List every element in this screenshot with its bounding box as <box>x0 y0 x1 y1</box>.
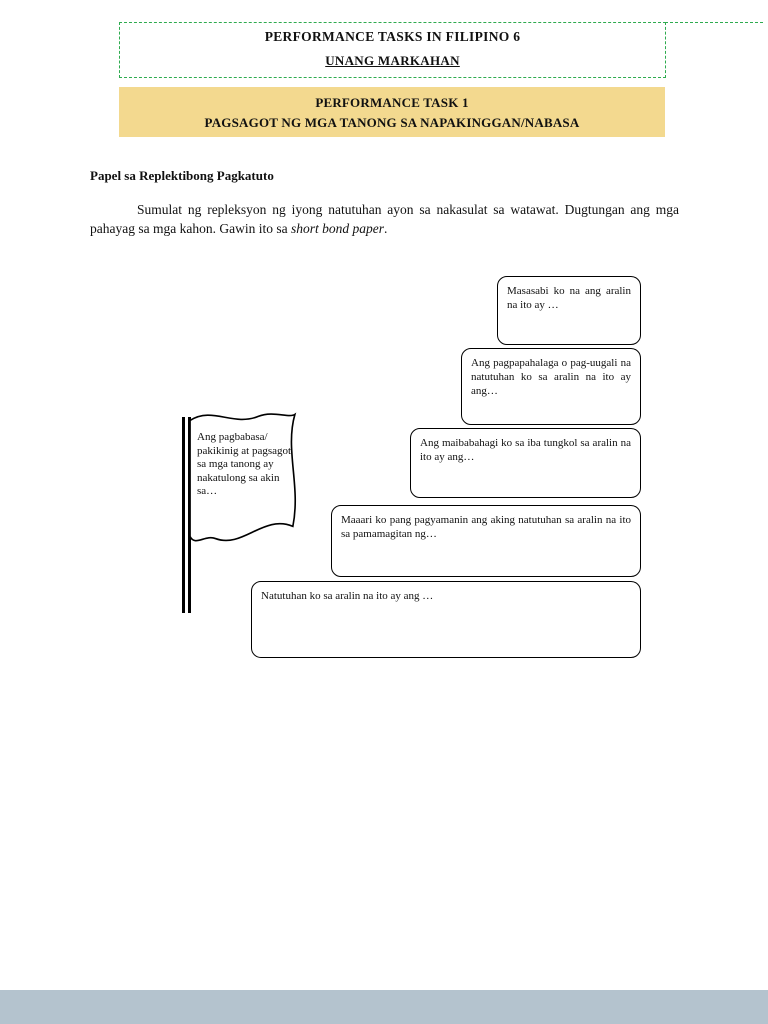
header-box <box>119 22 666 78</box>
reflection-box-5-text: Natutuhan ko sa aralin na ito ay ang … <box>261 590 434 602</box>
instructions-paragraph <box>90 200 679 238</box>
instructions-italic-text: short bond paper <box>290 221 384 236</box>
reflection-box-5 <box>251 581 641 658</box>
task-title: PERFORMANCE TASK 1 <box>315 95 469 110</box>
reflection-box-1-text: Masasabi ko na ang aralin na ito ay … <box>507 285 631 311</box>
section-heading: Papel sa Replektibong Pagkatuto <box>90 168 274 183</box>
reflection-box-2 <box>461 348 641 425</box>
flag-label: Ang pagbabasa/ pakikinig at pagsagot sa mga tanong ay nakatulong sa akin sa… <box>197 431 292 497</box>
document-subtitle: UNANG MARKAHAN <box>325 53 460 68</box>
reflection-box-1 <box>497 276 641 345</box>
task-subtitle: PAGSAGOT NG MGA TANONG SA NAPAKINGGAN/NABASA <box>204 115 580 130</box>
task-box <box>119 87 665 137</box>
dashed-line-extension <box>665 22 763 23</box>
reflection-box-4-text: Maaari ko pang pagyamanin ang aking natutuhan sa aralin na ito sa pamamagitan ng… <box>341 514 631 540</box>
reflection-box-3-text: Ang maibabahagi ko sa iba tungkol sa aralin na ito ay ang… <box>420 437 631 463</box>
reflection-box-2-text: Ang pagpapahalaga o pag-uugali na natutuhan ko sa aralin na ito ay ang… <box>471 357 631 397</box>
document-title: PERFORMANCE TASKS IN FILIPINO 6 <box>264 29 521 44</box>
reflection-box-4 <box>331 505 641 577</box>
page-footer-background <box>0 990 768 1024</box>
reflection-box-3 <box>410 428 641 498</box>
instructions-period: . <box>383 221 388 236</box>
instructions-text: Sumulat ng repleksyon ng iyong natutuhan ayon sa nakasulat sa watawat. Dugtungan ang mga pahayag sa mga kahon. Gawin ito sa <box>90 202 679 236</box>
